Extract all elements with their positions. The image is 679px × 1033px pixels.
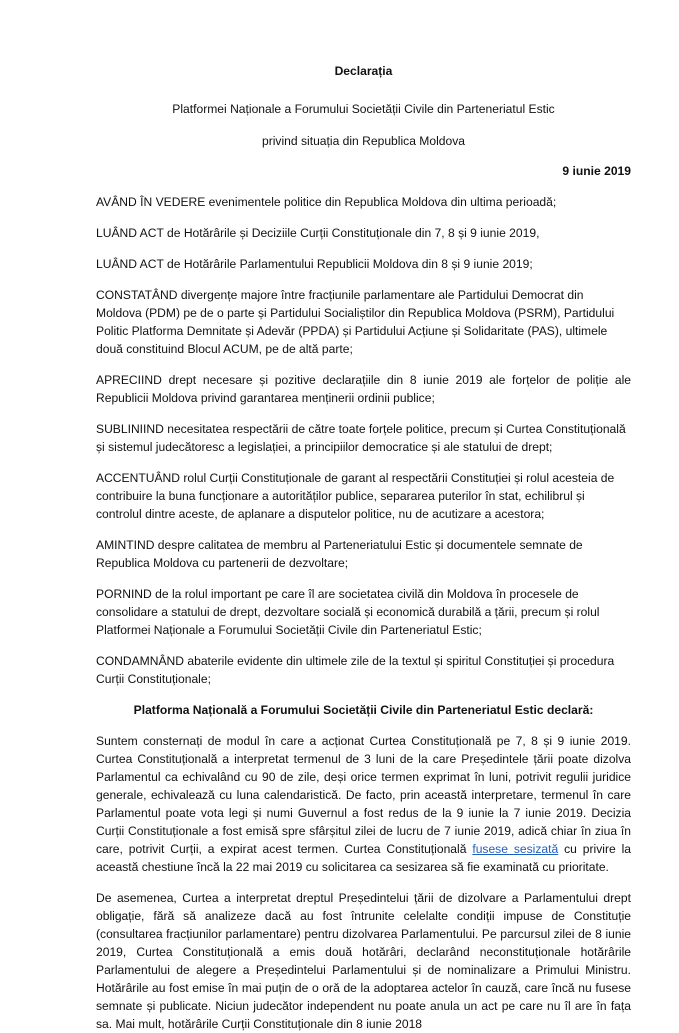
preamble-paragraph: CONSTATÂND divergențe majore între fracțiunile parlamentare ale Partidului Democrat din Moldova (PDM) pe de o parte și Partidului Socialiștilor din Republica Moldova (PSRM), Partidului Politic Platforma Demnitate și Adevăr (PPDA) și Partidului Acțiune și Solidaritate (PAS), ultimele două constituind Blocul ACUM, pe de altă parte; (96, 288, 615, 356)
preamble-paragraph: SUBLINIIND necesitatea respectării de către toate forțele politice, precum și Curtea Constituțională și sistemul judecătoresc a legislației, a principiilor democratice și ale statului de drept; (96, 422, 626, 454)
body-paragraph-2: De asemenea, Curtea a interpretat dreptul Președintelui țării de dizolvare a Parlamentului drept obligație, fără să analizeze dacă au fost întrunite celelalte condiții impuse de Constituție (consultarea fracțiunilor parlamentare) pentru dizolvarea Parlamentului. Pe parcursul zilei de 8 iunie 2019, Curtea Constituțională a emis două hotărâri, declarând neconstituționale hotărârile Parlamentului de alegere a Președintelui Parlamentului și de nominalizare a Primului Ministru. Hotărârile au fost emise în mai puțin de o oră de la adoptarea actelor în cauză, care încă nu fusese semnate și publicate. Niciun judecător independent nu poate anula un act pe care nu îl are în fața sa. Mai mult, hotărârile Curții Constituționale din 8 iunie 2018 (96, 891, 631, 1031)
document-title: Declarația (334, 64, 393, 78)
body-text: cu privire la această chestiune încă la 22 mai 2019 cu solicitarea ca sesizarea să fie examinată cu prioritate. (96, 842, 631, 874)
preamble-paragraph: CONDAMNÂND abaterile evidente din ultimele zile de la textul și spiritul Constituției și procedura Curții Constituționale; (96, 654, 615, 686)
preamble-paragraph: AMINTIND despre calitatea de membru al Parteneriatului Estic și documentele semnate de Republica Moldova cu partenerii de dezvoltare; (96, 538, 583, 570)
document-date: 9 iunie 2019 (562, 164, 631, 178)
preamble-paragraph: LUÂND ACT de Hotărârile Parlamentului Republicii Moldova din 8 și 9 iunie 2019; (96, 257, 533, 271)
preamble-paragraph: LUÂND ACT de Hotărârile și Deciziile Curții Constituționale din 7, 8 și 9 iunie 2019, (96, 226, 540, 240)
sesizare-link[interactable]: fusese sesizată (472, 842, 559, 856)
preamble-paragraph: AVÂND ÎN VEDERE evenimentele politice din Republica Moldova din ultima perioadă; (96, 195, 557, 209)
body-text: Suntem consternați de modul în care a acționat Curtea Constituțională pe 7, 8 și 9 iunie 2019. Curtea Constituțională a interpretat termenul de 3 luni de la care Președintele țării poate dizolva Parlamentul ca echivalând cu 90 de zile, deși orice termen exprimat în luni, potrivit regulii juridice generale, echivalează cu luna calendaristică. De facto, prin această interpretare, termenul în care Parlamentul poate vota legi și numi Guvernul a fost redus de la 9 iunie la 7 iunie 2019. Decizia Curții Constituționale a fost emisă spre sfârșitul zilei de lucru de 7 iunie 2019, adică chiar în ziua în care, potrivit Curții, a expirat acest termen. Curtea Constituțională (96, 734, 631, 856)
document-subtitle: Platformei Naționale a Forumului Societății Civile din Parteneriatul Estic (172, 102, 555, 116)
preamble-paragraph: ACCENTUÂND rolul Curții Constituționale de garant al respectării Constituției și rolul acesteia de contribuire la buna funcționare a autorităților publice, separarea puterilor în stat, echilibrul și controlul dintre aceste, de aplanare a disputelor politice, nu de acutizare a acestora; (96, 471, 615, 521)
preamble-paragraph: PORNIND de la rolul important pe care îl are societatea civilă din Moldova în procesele de consolidare a statului de drept, dezvoltare socială și economică durabilă a țării, precum și rolul Platformei Naționale a Forumului Societății Civile din Parteneriatul Estic; (96, 587, 600, 637)
document-subtitle-topic: privind situația din Republica Moldova (261, 134, 466, 148)
declaration-heading: Platforma Națională a Forumului Societății Civile din Parteneriatul Estic declară: (133, 703, 594, 717)
body-paragraph-1 (96, 732, 631, 876)
preamble-paragraph: APRECIIND drept necesare și pozitive declarațiile din 8 iunie 2019 ale forțelor de poliție ale Republicii Moldova privind garantarea menținerii ordinii publice; (96, 373, 631, 405)
